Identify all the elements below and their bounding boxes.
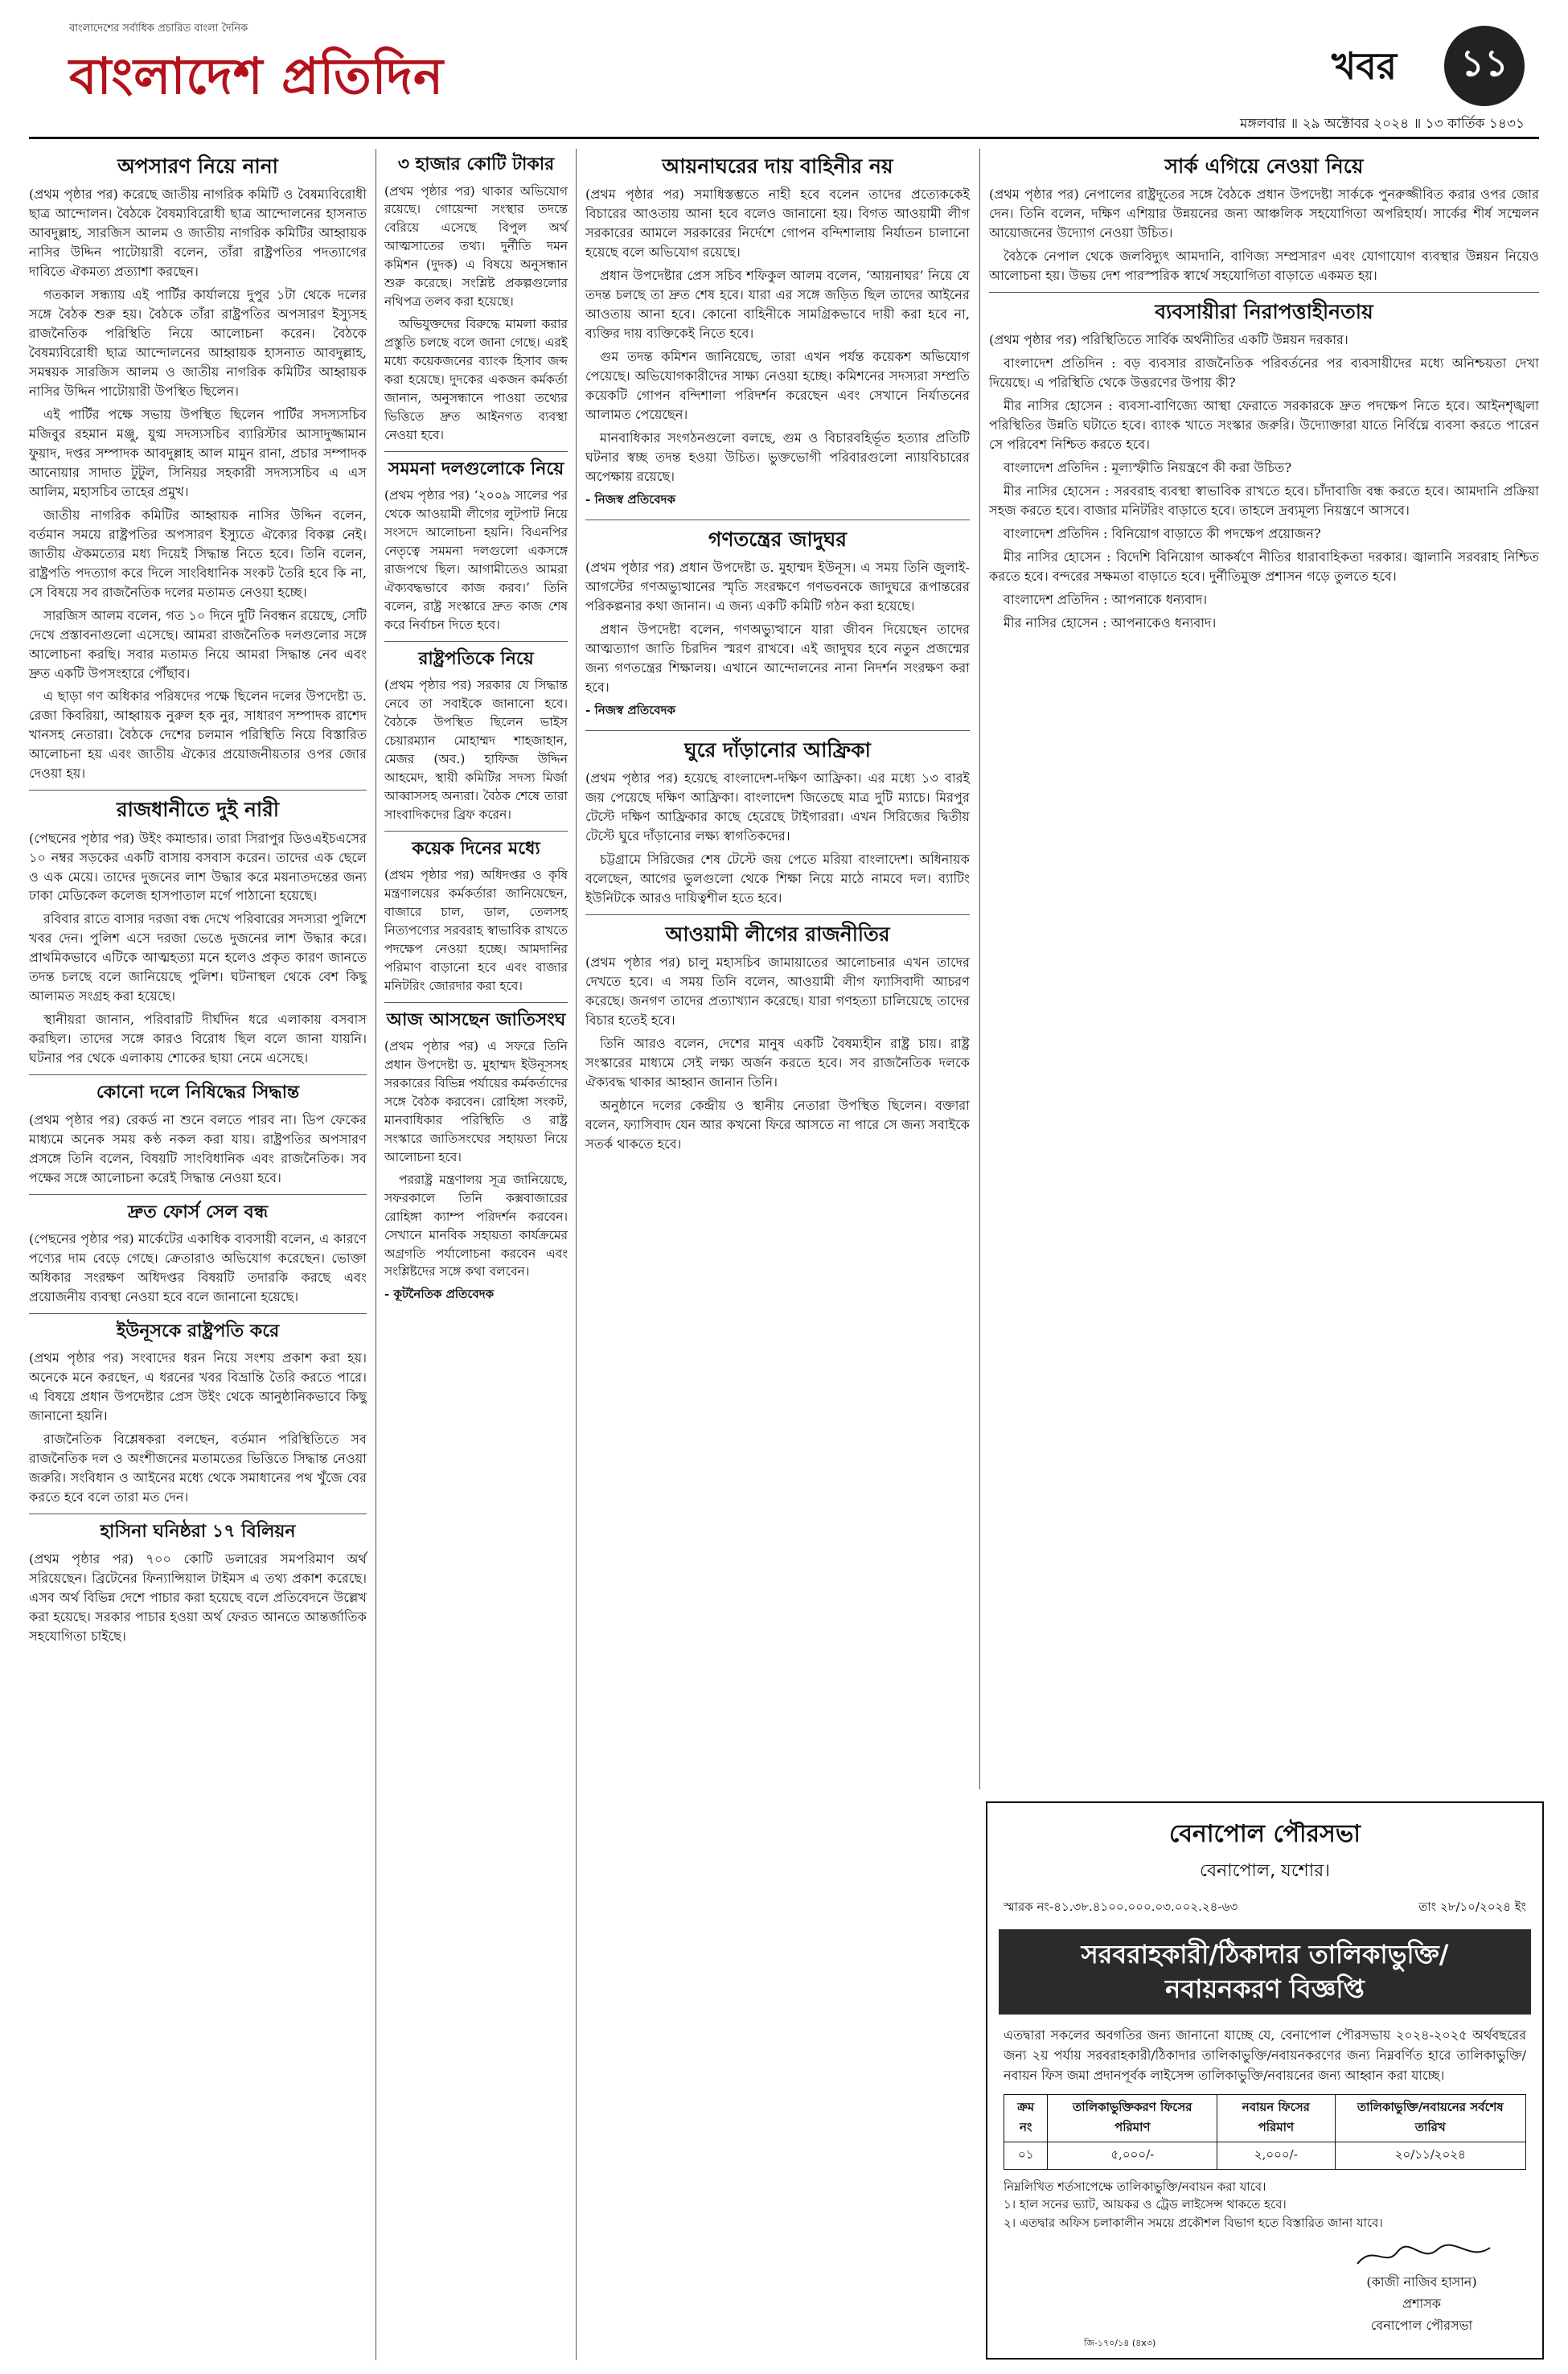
- paragraph: গুম তদন্ত কমিশন জানিয়েছে, তারা এখন পর্যন্ত কয়েকশ অভিযোগ পেয়েছে। অভিযোগকারীদের সাক্ষ্য নেওয়া হচ্ছে। কমিশনের সদস্যরা সম্প্রতি কয়েকটি গোপন বন্দিশালা পরিদর্শন করেছেন এবং সেখানে নির্যাতনের আলামত পেয়েছেন।: [585, 349, 970, 422]
- notice-location: বেনাপোল, যশোর।: [1199, 1861, 1331, 1881]
- column-divider: [979, 149, 980, 1789]
- table-header: তালিকাভুক্তিকরণ ফিসের পরিমাণ: [1048, 2094, 1217, 2142]
- headline: ব্যবসায়ীরা নিরাপত্তাহীনতায়: [1155, 300, 1373, 324]
- article-divider: [29, 790, 367, 791]
- table-cell: ২০/১১/২০২৪: [1335, 2142, 1525, 2169]
- notice-org: বেনাপোল পৌরসভা: [1169, 1820, 1361, 1848]
- signer-name: (কাজী নাজিব হাসান): [1366, 2274, 1477, 2290]
- interview-question: বাংলাদেশ প্রতিদিন : আপনাকে ধন্যবাদ।: [1004, 591, 1208, 607]
- paragraph: (প্রথম পৃষ্ঠার পর) রেকর্ড না শুনে বলতে পারব না। ডিপ ফেকের মাধ্যমে অনেক সময় কণ্ঠ নকল করা যায়। রাষ্ট্রপতির অপসারণ প্রসঙ্গে তিনি বলেন, বিষয়টি সাংবিধানিক এবং রাজনৈতিক। সব পক্ষের সঙ্গে আলোচনা করেই সিদ্ধান্ত নেওয়া হবে।: [29, 1111, 367, 1185]
- table-header: নবায়ন ফিসের পরিমাণ: [1217, 2094, 1335, 2142]
- table-header: তালিকাভুক্তি/নবায়নের সর্বশেষ তারিখ: [1335, 2094, 1525, 2142]
- paragraph: বৈঠকে নেপাল থেকে জলবিদ্যুৎ আমদানি, বাণিজ্য সম্প্রসারণ এবং যোগাযোগ ব্যবস্থার উন্নয়ন নিয়েও আলোচনা হয়। উভয় দেশ পারস্পরিক স্বার্থে সহযোগিতা বাড়াতে একমত হয়।: [989, 248, 1539, 284]
- column-1: [29, 149, 367, 1650]
- notice-body: এতদ্বারা সকলের অবগতির জন্য জানানো যাচ্ছে যে, বেনাপোল পৌরসভায় ২০২৪-২০২৫ অর্থবছরের জন্য ২য় পর্যায় সরবরাহকারী/ঠিকাদার তালিকাভুক্তি/নবায়নকরণের জন্য নিম্নবর্ণিত হারে তালিকাভুক্তি/নবায়ন ফিস জমা প্রদানপূর্বক লাইসেন্স তালিকাভুক্তি/নবায়নের জন্য আহ্বান করা যাচ্ছে।: [1004, 2027, 1526, 2083]
- masthead-rule: [29, 137, 1539, 139]
- article-divider: [29, 1313, 367, 1314]
- paragraph: এই পার্টির পক্ষে সভায় উপস্থিত ছিলেন পার্টির সদস্যসচিব মজিবুর রহমান মঞ্জু, যুগ্ম সদস্যসচিব ব্যারিস্টার আসাদুজ্জামান ফুয়াদ, দপ্তর সম্পাদক আবদুল্লাহ আল মামুন রানা, প্রচার সম্পাদক আনোয়ার সাদাত টুটুল, সিনিয়র সহকারী সদস্যসচিব এ এস আলিম, মহাসচিব তাহের প্রমুখ।: [29, 406, 367, 499]
- signer-title: প্রশাসক: [1402, 2296, 1441, 2311]
- table-cell: ২,০০০/-: [1217, 2142, 1335, 2169]
- paragraph: তিনি আরও বলেন, দেশের মানুষ একটি বৈষম্যহীন রাষ্ট্র চায়। রাষ্ট্র সংস্কারের মাধ্যমে সেই লক্ষ্য অর্জন করতে হবে। সব রাজনৈতিক দলকে ঐক্যবদ্ধ থাকার আহ্বান জানান তিনি।: [585, 1036, 970, 1090]
- term-item: ২। এতদ্বার অফিস চলাকালীন সময়ে প্রকৌশল বিভাগ হতে বিস্তারিত জানা যাবে।: [1004, 2215, 1383, 2230]
- headline: রাষ্ট্রপতিকে নিয়ে: [418, 648, 534, 669]
- paragraph: রাজনৈতিক বিশ্লেষকরা বলছেন, বর্তমান পরিস্থিতিতে সব রাজনৈতিক দল ও অংশীজনের মতামতের ভিত্তিতে সিদ্ধান্ত নেওয়া জরুরি। সংবিধান ও আইনের মধ্যে থেকে সমাধানের পথ খুঁজে বের করতে হবে বলে তারা মত দেন।: [29, 1431, 367, 1505]
- ad-code: জি-১৭০/১৪ (৪x৩): [1084, 2338, 1156, 2348]
- article-divider: [29, 1194, 367, 1195]
- terms-title: নিম্নলিখিত শর্তসাপেক্ষে তালিকাভুক্তি/নবায়ন করা যাবে।: [1004, 2179, 1266, 2194]
- newspaper-logo: বাংলাদেশ প্রতিদিন: [69, 47, 444, 105]
- notice-memo: স্মারক নং-৪১.৩৮.৪১০০.০০০.০৩.০০২.২৪-৬৩: [1004, 1900, 1238, 1914]
- headline: কয়েক দিনের মধ্যে: [412, 838, 540, 859]
- headline: হাসিনা ঘনিষ্ঠরা ১৭ বিলিয়ন: [100, 1522, 296, 1542]
- byline: - নিজস্ব প্রতিবেদক: [585, 491, 675, 507]
- paragraph: অভিযুক্তদের বিরুদ্ধে মামলা করার প্রস্তুতি চলছে বলে জানা গেছে। এরই মধ্যে কয়েকজনের ব্যাংক হিসাব জব্দ করা হয়েছে। দুদকের একজন কর্মকর্তা জানান, অনুসন্ধানে পাওয়া তথ্যের ভিত্তিতে দ্রুত আইনগত ব্যবস্থা নেওয়া হবে।: [384, 317, 568, 442]
- paragraph: গতকাল সন্ধ্যায় এই পার্টির কার্যালয়ে দুপুর ১টা থেকে দলের সঙ্গে বৈঠক শুরু হয়। বৈঠকে তাঁরা রাষ্ট্রপতির অপসারণ ইস্যুসহ রাজনৈতিক পরিস্থিতি নিয়ে আলোচনা করেন। বৈঠকে বৈষম্যবিরোধী ছাত্র আন্দোলনের আহ্বায়ক হাসনাত আবদুল্লাহ, সমন্বয়ক সারজিস আলম ও জাতীয় নাগরিক কমিটির আহ্বায়ক নাসির উদ্দিন পাটোয়ারী উপস্থিত ছিলেন।: [29, 287, 367, 399]
- article-divider: [384, 451, 568, 452]
- section-name: খবর: [1332, 44, 1398, 88]
- column-3: [585, 149, 970, 1158]
- paragraph: স্থানীয়রা জানান, পরিবারটি দীর্ঘদিন ধরে এলাকায় বসবাস করছিল। তাদের সঙ্গে কারও বিরোধ ছিল বলে জানা যায়নি। ঘটনার পর থেকে এলাকায় শোকের ছায়া নেমে এসেছে।: [29, 1012, 367, 1066]
- headline: সার্ক এগিয়ে নেওয়া নিয়ে: [1164, 154, 1364, 178]
- headline: আয়নাঘরের দায় বাহিনীর নয়: [662, 154, 893, 178]
- article-divider: [384, 641, 568, 642]
- paragraph: মানবাধিকার সংগঠনগুলো বলছে, গুম ও বিচারবহির্ভূত হত্যার প্রতিটি ঘটনার স্বচ্ছ তদন্ত হওয়া উচিত। ভুক্তভোগী পরিবারগুলো ন্যায়বিচারের অপেক্ষায় রয়েছে।: [585, 429, 970, 484]
- paragraph: (প্রথম পৃষ্ঠার পর) সমাধিস্তম্ভতে নাহী হবে বলেন তাদের প্রত্যেককেই বিচারের আওতায় আনা হবে বলেও জানানো হয়। বিগত আওয়ামী লীগ সরকারের আমলে সরকারের নির্দেশে গোপন বন্দিশালায় নির্যাতন চালানো হয়েছে বলে অভিযোগ রয়েছে।: [585, 187, 970, 261]
- signer-org: বেনাপোল পৌরসভা: [1370, 2318, 1473, 2333]
- signature-block: [1325, 2240, 1518, 2337]
- paragraph: (প্রথম পৃষ্ঠার পর) থাকার অভিযোগ রয়েছে। গোয়েন্দা সংস্থার তদন্তে বেরিয়ে এসেছে বিপুল অর্থ আত্মসাতের তথ্য। দুর্নীতি দমন কমিশন (দুদক) এ বিষয়ে অনুসন্ধান শুরু করেছে। সংশ্লিষ্ট প্রকল্পগুলোর নথিপত্র তলব করা হয়েছে।: [384, 183, 568, 310]
- headline: রাজধানীতে দুই নারী: [116, 798, 280, 822]
- dateline: মঙ্গলবার ॥ ২৯ অক্টোবর ২০২৪ ॥ ১৩ কার্তিক ১৪৩১: [1240, 116, 1525, 132]
- interview-question: বাংলাদেশ প্রতিদিন : বিনিয়োগ বাড়াতে কী পদক্ষেপ প্রয়োজন?: [1004, 526, 1321, 542]
- article-divider: [29, 1074, 367, 1075]
- byline: - নিজস্ব প্রতিবেদক: [585, 703, 675, 717]
- interview-question: বাংলাদেশ প্রতিদিন : বড় ব্যবসার রাজনৈতিক পরিবর্তনের পর ব্যবসায়ীদের মধ্যে অনিশ্চয়তা দেখা দিয়েছে। এ পরিস্থিতি থেকে উত্তরণের উপায় কী?: [989, 355, 1539, 391]
- paragraph: চট্টগ্রামে সিরিজের শেষ টেস্টে জয় পেতে মরিয়া বাংলাদেশ। অধিনায়ক বলেছেন, আগের ভুলগুলো থেকে শিক্ষা নিয়ে মাঠে নামবে দল। ব্যাটিং ইউনিটকে আরও দায়িত্বশীল হতে হবে।: [585, 852, 970, 906]
- article-divider: [384, 831, 568, 832]
- paragraph: রবিবার রাতে বাসার দরজা বন্ধ দেখে পরিবারের সদস্যরা পুলিশে খবর দেন। পুলিশ এসে দরজা ভেঙে দুজনের লাশ উদ্ধার করে। প্রাথমিকভাবে এটিকে আত্মহত্যা মনে হলেও প্রকৃত কারণ জানতে তদন্ত চলছে বলে জানিয়েছে পুলিশ। ঘটনাস্থল থেকে বেশ কিছু আলামত সংগ্রহ করা হয়েছে।: [29, 911, 367, 1004]
- paragraph: (প্রথম পৃষ্ঠার পর) নেপালের রাষ্ট্রদূতের সঙ্গে বৈঠকে প্রধান উপদেষ্টা সার্ককে পুনরুজ্জীবিত করার ওপর জোর দেন। তিনি বলেন, দক্ষিণ এশিয়ার উন্নয়নের জন্য আঞ্চলিক সহযোগিতা অপরিহার্য। সার্কের শীর্ষ সম্মেলন আয়োজনের উদ্যোগ নেওয়া উচিত।: [989, 187, 1539, 241]
- paragraph: (প্রথম পৃষ্ঠার পর) অধিদপ্তর ও কৃষি মন্ত্রণালয়ের কর্মকর্তারা জানিয়েছেন, বাজারে চাল, ডাল, তেলসহ নিত্যপণ্যের সরবরাহ স্বাভাবিক রাখতে পদক্ষেপ নেওয়া হচ্ছে। আমদানির পরিমাণ বাড়ানো হবে এবং বাজার মনিটরিং জোরদার করা হবে।: [384, 868, 568, 993]
- masthead-tagline: বাংলাদেশের সর্বাধিক প্রচারিত বাংলা দৈনিক: [69, 23, 248, 35]
- interview-question: বাংলাদেশ প্রতিদিন : মূল্যস্ফীতি নিয়ন্ত্রণে কী করা উচিত?: [1004, 460, 1292, 476]
- page-number-badge: ১১: [1444, 26, 1525, 106]
- headline: গণতন্ত্রের জাদুঘর: [708, 527, 848, 551]
- article-divider: [585, 914, 970, 915]
- headline: কোনো দলে নিষিদ্ধের সিদ্ধান্ত: [96, 1082, 300, 1103]
- headline: ইউনূসকে রাষ্ট্রপতি করে: [116, 1320, 280, 1341]
- headline: দ্রুত ফোর্স সেল বন্ধ: [127, 1201, 269, 1222]
- article-divider: [585, 730, 970, 731]
- article-divider: [384, 1002, 568, 1003]
- table-header: ক্রম নং: [1004, 2094, 1048, 2142]
- interview-answer: মীর নাসির হোসেন : আপনাকেও ধন্যবাদ।: [1004, 614, 1217, 630]
- paragraph: (প্রথম পৃষ্ঠার পর) সরকার যে সিদ্ধান্ত নেবে তা সবাইকে জানানো হবে। বৈঠকে উপস্থিত ছিলেন ভাইস চেয়ারম্যান মোহাম্মদ শাহজাহান, মেজর (অব.) হাফিজ উদ্দিন আহমেদ, স্থায়ী কমিটির সদস্য মির্জা আব্বাসসহ অন্যরা। বৈঠক শেষে তারা সাংবাদিকদের ব্রিফ করেন।: [384, 678, 568, 822]
- paragraph: (প্রথম পৃষ্ঠার পর) পরিস্থিতিতে সার্বিক অর্থনীতির একটি উন্নয়ন দরকার।: [989, 332, 1348, 348]
- paragraph: (প্রথম পৃষ্ঠার পর) হয়েছে বাংলাদেশ-দক্ষিণ আফ্রিকা। এর মধ্যে ১৩ বারই জয় পেয়েছে দক্ষিণ আফ্রিকা। বাংলাদেশ জিতেছে মাত্র দুটি ম্যাচে। মিরপুর টেস্টে দক্ষিণ আফ্রিকার কাছে হেরেছে টাইগাররা। এখন সিরিজের দ্বিতীয় টেস্টে ঘুরে দাঁড়ানোর লক্ষ্য স্বাগতিকদের।: [585, 770, 970, 844]
- headline: সমমনা দলগুলোকে নিয়ে: [388, 458, 564, 479]
- term-item: ১। হাল সনের ভ্যাট, আয়কর ও ট্রেড লাইসেন্স থাকতে হবে।: [1004, 2197, 1287, 2212]
- paragraph: (পেছনের পৃষ্ঠার পর) উইং কমান্ডার। তারা সিরাপুর ডিওএইচএসের ১০ নম্বর সড়কের একটি বাসায় বসবাস করেন। তাদের এক ছেলে ও এক মেয়ে। তাদের দুজনের লাশ উদ্ধার করে ময়নাতদন্তের জন্য ঢাকা মেডিকেল কলেজ হাসপাতাল মর্গে পাঠানো হয়েছে।: [29, 830, 367, 904]
- paragraph: প্রধান উপদেষ্টার প্রেস সচিব শফিকুল আলম বলেন, ‘আয়নাঘর’ নিয়ে যে তদন্ত চলছে তা দ্রুত শেষ হবে। যারা এর সঙ্গে জড়িত ছিল তাদের আইনের আওতায় আনা হবে। কোনো বাহিনীকে সামগ্রিকভাবে দায়ী করা হবে না, ব্যক্তির দায় ব্যক্তিকেই নিতে হবে।: [585, 268, 970, 342]
- paragraph: পররাষ্ট্র মন্ত্রণালয় সূত্র জানিয়েছে, সফরকালে তিনি কক্সবাজারের রোহিঙ্গা ক্যাম্প পরিদর্শন করবেন। সেখানে মানবিক সহায়তা কার্যক্রমের অগ্রগতি পর্যালোচনা করবেন এবং সংশ্লিষ্টদের সঙ্গে কথা বলবেন।: [384, 1172, 568, 1279]
- table-cell: ০১: [1004, 2142, 1048, 2169]
- notice-title-line: নবায়নকরণ বিজ্ঞপ্তি: [1165, 1974, 1365, 2005]
- paragraph: (প্রথম পৃষ্ঠার পর) এ সফরে তিনি প্রধান উপদেষ্টা ড. মুহাম্মদ ইউনূসসহ সরকারের বিভিন্ন পর্যায়ের কর্মকর্তাদের সঙ্গে বৈঠক করবেন। রোহিঙ্গা সংকট, মানবাধিকার পরিস্থিতি ও রাষ্ট্র সংস্কারে জাতিসংঘের সহায়তা নিয়ে আলোচনা হবে।: [384, 1039, 568, 1164]
- table-header-row: [1004, 2094, 1526, 2142]
- paragraph: এ ছাড়া গণ অধিকার পরিষদের পক্ষে ছিলেন দলের উপদেষ্টা ড. রেজা কিবরিয়া, আহ্বায়ক নুরুল হক নুর, সাধারণ সম্পাদক রাশেদ খানসহ নেতারা। বৈঠকে দেশের চলমান পরিস্থিতি নিয়ে বিস্তারিত আলোচনা হয় এবং জাতীয় ঐক্যের প্রয়োজনীয়তার ওপর জোর দেওয়া হয়।: [29, 688, 367, 782]
- paragraph: (প্রথম পৃষ্ঠার পর) প্রধান উপদেষ্টা ড. মুহাম্মদ ইউনূস। এ সময় তিনি জুলাই-আগস্টের গণঅভ্যুত্থানের স্মৃতি সংরক্ষণে গণভবনকে জাদুঘরে রূপান্তরের পরিকল্পনার কথা জানান। এ জন্য একটি কমিটি গঠন করা হয়েছে।: [585, 560, 970, 614]
- notice-title-banner: [999, 1929, 1531, 2015]
- headline: অপসারণ নিয়ে নানা: [117, 154, 278, 178]
- fee-table: [1004, 2094, 1526, 2170]
- paragraph: (পেছনের পৃষ্ঠার পর) মার্কেটের একাধিক ব্যবসায়ী বলেন, এ কারণে পণ্যের দাম বেড়ে গেছে। ক্রেতারাও অভিযোগ করেছেন। ভোক্তা অধিকার সংরক্ষণ অধিদপ্তর বিষয়টি তদারকি করছে এবং প্রয়োজনীয় ব্যবস্থা নেওয়া হবে বলে জানানো হয়েছে।: [29, 1231, 367, 1304]
- tender-notice: [986, 1801, 1544, 2360]
- notice-reference-row: [987, 1887, 1542, 1918]
- interview-answer: মীর নাসির হোসেন : ব্যবসা-বাণিজ্যে আস্থা ফেরাতে সরকারকে দ্রুত পদক্ষেপ নিতে হবে। আইনশৃঙ্খলা পরিস্থিতির উন্নতি ঘটাতে হবে। ব্যাংক খাতে সংস্কার জরুরি। উদ্যোক্তারা যাতে নির্বিঘ্নে ব্যবসা করতে পারেন সে পরিবেশ নিশ্চিত করতে হবে।: [989, 398, 1539, 453]
- paragraph: (প্রথম পৃষ্ঠার পর) ৭০০ কোটি ডলারের সমপরিমাণ অর্থ সরিয়েছেন। ব্রিটেনের ফিন্যান্সিয়াল টাইমস এ তথ্য প্রকাশ করেছে। এসব অর্থ বিভিন্ন দেশে পাচার করা হয়েছে বলে প্রতিবেদনে উল্লেখ করা হয়েছে। সরকার পাচার হওয়া অর্থ ফেরত আনতে আন্তর্জাতিক সহযোগিতা চাইছে।: [29, 1550, 367, 1644]
- notice-terms: [987, 2170, 1542, 2232]
- headline: ৩ হাজার কোটি টাকার: [397, 154, 555, 175]
- table-row: [1004, 2142, 1526, 2169]
- paragraph: (প্রথম পৃষ্ঠার পর) চালু মহাসচিব জামায়াতের আলোচনার এখন তাদের দেখতে হবে। এ সময় তিনি বলেন, আওয়ামী লীগ ফ্যাসিবাদী আচরণ করেছে। জনগণ তাদের প্রত্যাখ্যান করেছে। যারা গণহত্যা চালিয়েছে তাদের বিচার হতেই হবে।: [585, 955, 970, 1029]
- article-divider: [989, 292, 1539, 293]
- table-cell: ৫,০০০/-: [1048, 2142, 1217, 2169]
- paragraph: (প্রথম পৃষ্ঠার পর) ‘২০০৯ সালের পর থেকে আওয়ামী লীগের লুটপাট নিয়ে সংসদে আলোচনা হয়নি। বিএনপির নেতৃত্বে সমমনা দলগুলো একসঙ্গে রাজপথে ছিল। আগামীতেও আমরা ঐক্যবদ্ধভাবে কাজ করব।’ তিনি বলেন, রাষ্ট্র সংস্কারে দ্রুত কাজ শেষ করে নির্বাচন দিতে হবে।: [384, 488, 568, 632]
- paragraph: (প্রথম পৃষ্ঠার পর) সংবাদের ধরন নিয়ে সংশয় প্রকাশ করা হয়। অনেকে মনে করছেন, এ ধরনের খবর বিভ্রান্তি তৈরি করতে পারে। এ বিষয়ে প্রধান উপদেষ্টার প্রেস উইং থেকে আনুষ্ঠানিকভাবে কিছু জানানো হয়নি।: [29, 1350, 367, 1424]
- signature-image: [1325, 2240, 1518, 2272]
- column-4: [989, 149, 1539, 637]
- column-divider: [576, 149, 577, 2360]
- byline: - কূটনৈতিক প্রতিবেদক: [384, 1287, 495, 1302]
- headline: আওয়ামী লীগের রাজনীতির: [665, 922, 890, 947]
- paragraph: সারজিস আলম বলেন, গত ১০ দিনে দুটি নিবন্ধন রয়েছে, সেটি দেখে প্রস্তাবনাগুলো এসেছে। আমরা রাজনৈতিক দলগুলোর সঙ্গে আলোচনা করছি। সবার মতামত নিয়ে আমরা সিদ্ধান্ত নেব এবং দ্রুত একটি উপসংহারে পৌঁছাব।: [29, 607, 367, 681]
- masthead: [29, 21, 1541, 142]
- paragraph: (প্রথম পৃষ্ঠার পর) করেছে জাতীয় নাগরিক কমিটি ও বৈষম্যবিরোধী ছাত্র আন্দোলন। বৈঠকে বৈষম্যবিরোধী ছাত্র আন্দোলনের হাসনাত আবদুল্লাহ, সারজিস আলম ও জাতীয় নাগরিক কমিটির আহ্বায়ক নাসির উদ্দিন পাটোয়ারী বলেন, তাঁরা রাষ্ট্রপতির পদত্যাগের দাবিতে ঐকমত্য প্রত্যাশা করছেন।: [29, 187, 367, 280]
- column-2: [384, 149, 568, 1315]
- headline: ঘুরে দাঁড়ানোর আফ্রিকা: [684, 738, 871, 762]
- paragraph: প্রধান উপদেষ্টা বলেন, গণঅভ্যুত্থানে যারা জীবন দিয়েছেন তাদের আত্মত্যাগ জাতি চিরদিন স্মরণ রাখবে। এই জাদুঘর হবে নতুন প্রজন্মের জন্য গণতন্ত্রের শিক্ষালয়। এখানে আন্দোলনের নানা নিদর্শন সংরক্ষণ করা হবে।: [585, 622, 970, 696]
- headline: আজ আসছেন জাতিসংঘ: [386, 1009, 566, 1030]
- paragraph: অনুষ্ঠানে দলের কেন্দ্রীয় ও স্থানীয় নেতারা উপস্থিত ছিলেন। বক্তারা বলেন, ফ্যাসিবাদ যেন আর কখনো ফিরে আসতে না পারে সে জন্য সবাইকে সতর্ক থাকতে হবে।: [585, 1098, 970, 1152]
- notice-title-line: সরবরাহকারী/ঠিকাদার তালিকাভুক্তি/: [1081, 1939, 1449, 1969]
- paragraph: জাতীয় নাগরিক কমিটির আহ্বায়ক নাসির উদ্দিন বলেন, বর্তমান সময়ে রাষ্ট্রপতির অপসারণ ইস্যুতে ঐক্যের বিকল্প নেই। জাতীয় ঐকমত্যের মধ্য দিয়েই সিদ্ধান্ত নিতে হবে। তিনি বলেন, রাষ্ট্রপতি পদত্যাগ করে দিলে সাংবিধানিক সংকট তৈরি হবে কি না, সে বিষয়ে সব রাজনৈতিক দলের মতামত নেওয়া হচ্ছে।: [29, 507, 367, 600]
- interview-answer: মীর নাসির হোসেন : বিদেশি বিনিয়োগ আকর্ষণে নীতির ধারাবাহিকতা দরকার। জ্বালানি সরবরাহ নিশ্চিত করতে হবে। বন্দরের সক্ষমতা বাড়াতে হবে। দুর্নীতিমুক্ত প্রশাসন গড়ে তুলতে হবে।: [989, 549, 1539, 584]
- interview-answer: মীর নাসির হোসেন : সরবরাহ ব্যবস্থা স্বাভাবিক রাখতে হবে। চাঁদাবাজি বন্ধ করতে হবে। আমদানি প্রক্রিয়া সহজ করতে হবে। বাজার মনিটরিং বাড়াতে হবে। তাহলে দ্রব্যমূল্য নিয়ন্ত্রণে আসবে।: [989, 483, 1539, 519]
- notice-date: তাং ২৮/১০/২০২৪ ইং: [1418, 1900, 1526, 1914]
